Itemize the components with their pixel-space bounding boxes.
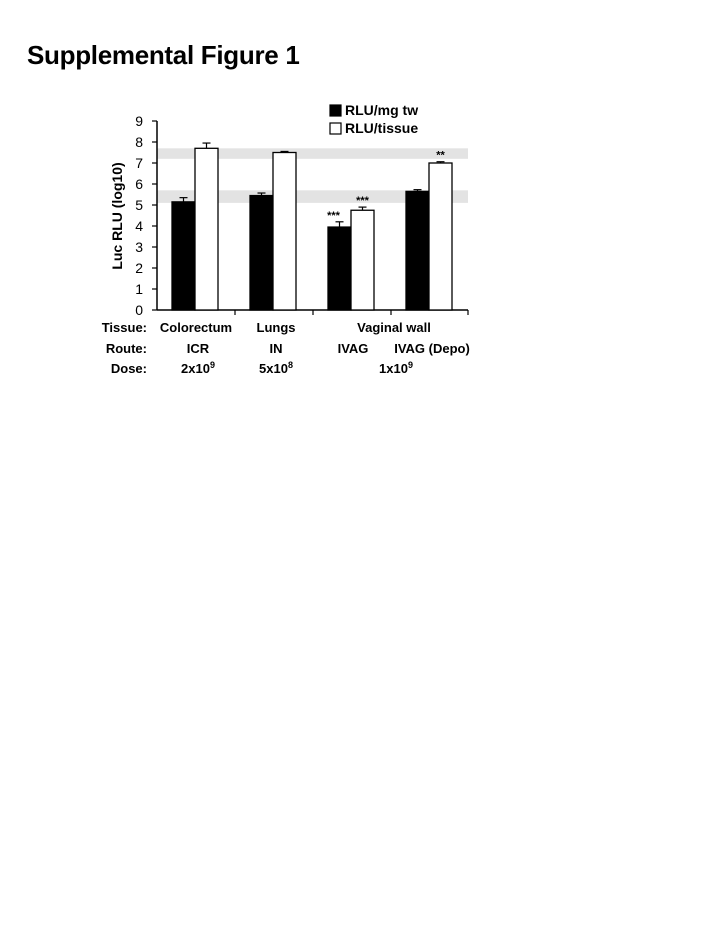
bar-rlu-tissue: [273, 153, 296, 311]
significance-annotation: ***: [327, 209, 340, 222]
y-axis-label: Luc RLU (log10): [109, 162, 125, 270]
tissue-label: Lungs: [256, 320, 296, 335]
legend-label: RLU/mg tw: [345, 102, 419, 118]
tissue-label: Colorectum: [159, 320, 233, 335]
bar-rlu-tissue: [351, 210, 374, 310]
significance-annotation: **: [436, 149, 445, 162]
row-label-tissue: Tissue:: [101, 320, 147, 335]
y-tick-label: 8: [135, 134, 143, 150]
route-label: IVAG (Depo): [394, 341, 470, 356]
route-label: IVAG: [337, 341, 369, 356]
route-label: IN: [269, 341, 283, 356]
legend-swatch: [330, 123, 341, 134]
tissue-label: Vaginal wall: [357, 320, 431, 335]
y-tick-label: 4: [135, 218, 143, 234]
dose-label: $1x10^9$: [379, 360, 413, 376]
bar-rlu-mg-tw: [328, 227, 351, 310]
page-title: Supplemental Figure 1: [27, 40, 300, 70]
y-tick-label: 1: [135, 281, 143, 297]
y-tick-label: 6: [135, 176, 143, 192]
y-tick-label: 5: [135, 197, 143, 213]
y-tick-label: 3: [135, 239, 143, 255]
row-label-dose: Dose:: [110, 361, 147, 376]
significance-annotation: ***: [356, 195, 369, 208]
route-label: ICR: [186, 341, 210, 356]
legend-swatch: [330, 105, 341, 116]
y-tick-label: 2: [135, 260, 143, 276]
dose-label: $5x10^8$: [259, 360, 293, 376]
bar-rlu-tissue: [429, 163, 452, 310]
y-tick-label: 7: [135, 155, 143, 171]
y-tick-label: 9: [135, 113, 143, 129]
dose-label: $2x10^9$: [181, 360, 215, 376]
bar-rlu-mg-tw: [250, 196, 273, 310]
legend-label: RLU/tissue: [345, 120, 419, 136]
y-tick-label: 0: [135, 302, 143, 318]
bar-rlu-mg-tw: [406, 191, 429, 310]
row-label-route: Route:: [105, 341, 147, 356]
bar-rlu-tissue: [195, 148, 218, 310]
bar-rlu-mg-tw: [172, 202, 195, 310]
